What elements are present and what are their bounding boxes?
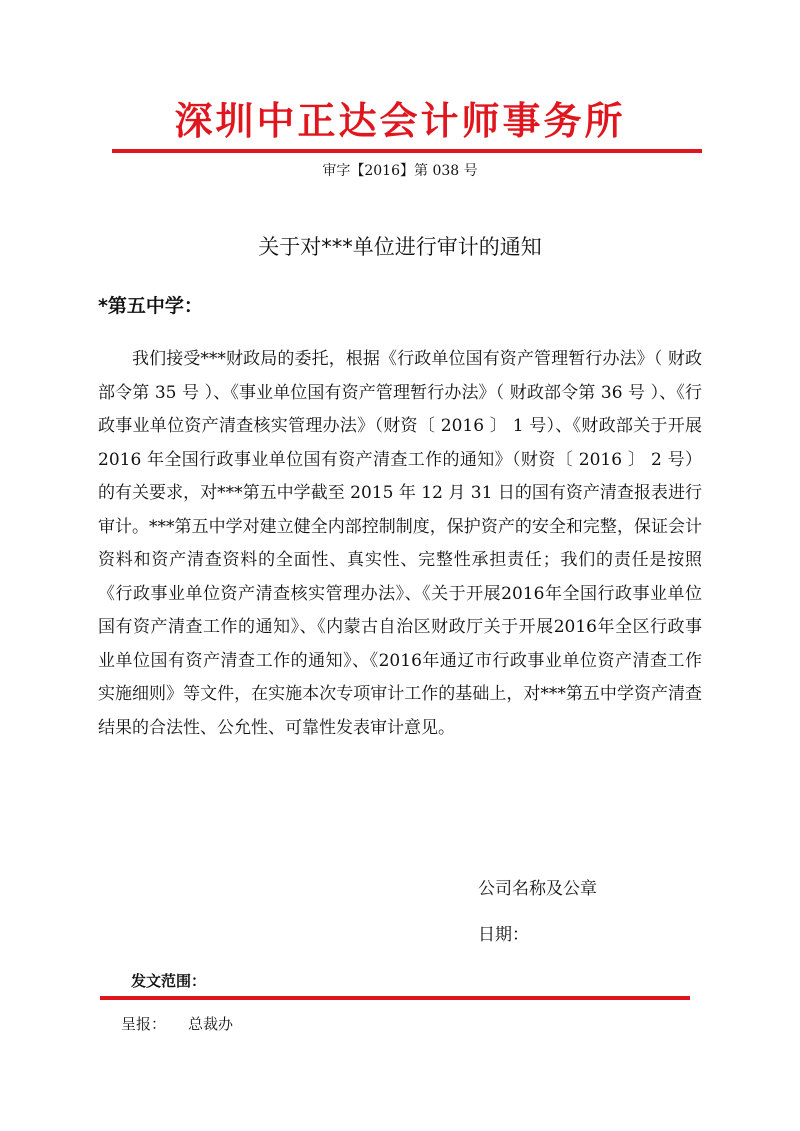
footer-rule bbox=[100, 996, 690, 1000]
notice-subject: 关于对***单位进行审计的通知 bbox=[258, 235, 542, 259]
org-title: 深圳中正达会计师事务所 bbox=[174, 99, 626, 143]
addressee: *第五中学： bbox=[98, 295, 203, 317]
signature-date: 日期： bbox=[478, 925, 529, 945]
doc-number: 审字【2016】第 038 号 bbox=[322, 163, 478, 179]
header-rule bbox=[112, 149, 702, 153]
signature-company: 公司名称及公章 bbox=[478, 879, 597, 899]
report-label: 呈报： bbox=[121, 1015, 167, 1033]
report-row bbox=[121, 1012, 233, 1036]
notice-body: 我们接受***财政局的委托，根据《行政单位国有资产管理暂行办法》（ 财政部令第 35 号 ）、《事业单位国有资产管理暂行办法》（ 财政部令第 36 号 ）、《行政事业单位资产清查核实管理办法》（财资〔 2016 〕 1 号）、《财政部关于开展 2016 年全国行政事业单位国有资产清查工作的通知》（财资〔 2016 〕 2 号） 的有关要求，对***第五中学截至 2015 年 12 月 31 日的国有资产清查报表进行审计。***第五中学对建立健全内部控制制度，保护资产的安全和完整，保证会计资料和资产清查资料的全面性、真实性、完整性承担责任；我们的责任是按照《行政事业单位资产清查核实管理办法》、《关于开展2016年全国行政事业单位国有资产清查工作的通知》、《内蒙古自治区财政厅关于开展2016年全区行政事业单位国有资产清查工作的通知》、《2016年通辽市行政事业单位资产清查工作实施细则》等文件，在实施本次专项审计工作的基础上，对***第五中学资产清查结果的合法性、公允性、可靠性发表审计意见。 bbox=[98, 349, 702, 738]
distribution-label: 发文范围： bbox=[131, 972, 207, 990]
report-value: 总裁办 bbox=[188, 1015, 234, 1033]
